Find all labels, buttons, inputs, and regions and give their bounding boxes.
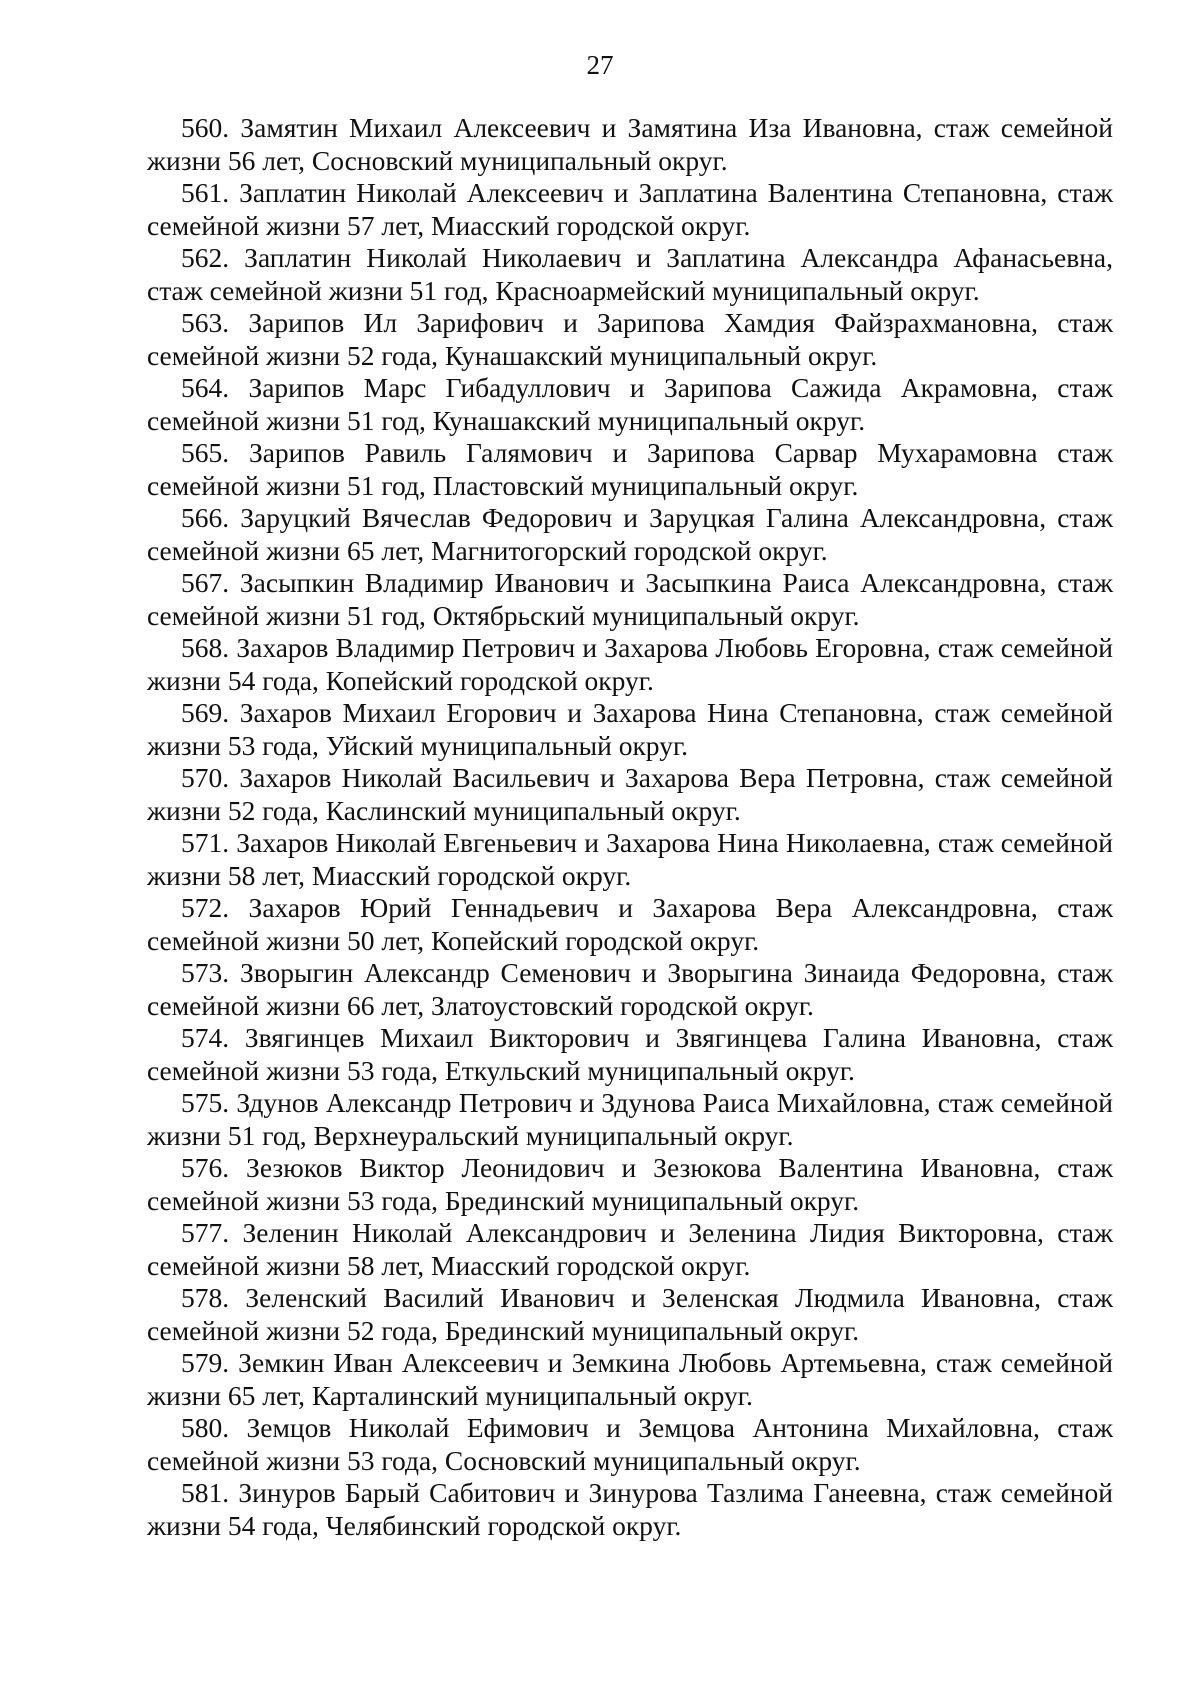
list-item: 578. Зеленский Василий Иванович и Зеленская Людмила Ивановна, стаж семейной жизни 52 года, Брединский муниципальный округ. <box>147 1282 1113 1346</box>
list-item: 567. Засыпкин Владимир Иванович и Засыпкина Раиса Александровна, стаж семейной жизни 51 год, Октябрьский муниципальный округ. <box>147 567 1113 631</box>
list-item: 573. Зворыгин Александр Семенович и Зворыгина Зинаида Федоровна, стаж семейной жизни 66 лет, Златоустовский городской округ. <box>147 957 1113 1021</box>
list-item: 576. Зезюков Виктор Леонидович и Зезюкова Валентина Ивановна, стаж семейной жизни 53 года, Брединский муниципальный округ. <box>147 1152 1113 1216</box>
list-item: 562. Заплатин Николай Николаевич и Заплатина Александра Афанасьевна, стаж семейной жизни 51 год, Красноармейский муниципальный округ. <box>147 242 1113 306</box>
list-item: 560. Замятин Михаил Алексеевич и Замятина Иза Ивановна, стаж семейной жизни 56 лет, Сосновский муниципальный округ. <box>147 112 1113 176</box>
list-item: 563. Зарипов Ил Зарифович и Зарипова Хамдия Файзрахмановна, стаж семейной жизни 52 года, Кунашакский муниципальный округ. <box>147 307 1113 371</box>
list-item: 580. Земцов Николай Ефимович и Земцова Антонина Михайловна, стаж семейной жизни 53 года, Сосновский муниципальный округ. <box>147 1412 1113 1476</box>
list-item: 564. Зарипов Марс Гибадуллович и Зарипова Сажида Акрамовна, стаж семейной жизни 51 год, Кунашакский муниципальный округ. <box>147 372 1113 436</box>
page-number: 27 <box>586 50 614 80</box>
list-item: 565. Зарипов Равиль Галямович и Зарипова Сарвар Мухарамовна стаж семейной жизни 51 год, Пластовский муниципальный округ. <box>147 437 1113 501</box>
list-item: 566. Заруцкий Вячеслав Федорович и Заруцкая Галина Александровна, стаж семейной жизни 65 лет, Магнитогорский городской округ. <box>147 502 1113 566</box>
list-item: 571. Захаров Николай Евгеньевич и Захарова Нина Николаевна, стаж семейной жизни 58 лет, Миасский городской округ. <box>147 827 1113 891</box>
list-item: 581. Зинуров Барый Сабитович и Зинурова Тазлима Ганеевна, стаж семейной жизни 54 года, Челябинский городской округ. <box>147 1477 1113 1541</box>
list-item: 561. Заплатин Николай Алексеевич и Заплатина Валентина Степановна, стаж семейной жизни 57 лет, Миасский городской округ. <box>147 177 1113 241</box>
list-item: 579. Земкин Иван Алексеевич и Земкина Любовь Артемьевна, стаж семейной жизни 65 лет, Карталинский муниципальный округ. <box>147 1347 1113 1411</box>
list-item: 568. Захаров Владимир Петрович и Захарова Любовь Егоровна, стаж семейной жизни 54 года, Копейский городской округ. <box>147 632 1113 696</box>
list-item: 570. Захаров Николай Васильевич и Захарова Вера Петровна, стаж семейной жизни 52 года, Каслинский муниципальный округ. <box>147 762 1113 826</box>
list-item: 577. Зеленин Николай Александрович и Зеленина Лидия Викторовна, стаж семейной жизни 58 лет, Миасский городской округ. <box>147 1217 1113 1281</box>
list-item: 572. Захаров Юрий Геннадьевич и Захарова Вера Александровна, стаж семейной жизни 50 лет, Копейский городской округ. <box>147 892 1113 956</box>
list-item: 574. Звягинцев Михаил Викторович и Звягинцева Галина Ивановна, стаж семейной жизни 53 года, Еткульский муниципальный округ. <box>147 1022 1113 1086</box>
list-item: 575. Здунов Александр Петрович и Здунова Раиса Михайловна, стаж семейной жизни 51 год, Верхнеуральский муниципальный округ. <box>147 1087 1113 1151</box>
award-list <box>147 112 1113 1542</box>
list-item: 569. Захаров Михаил Егорович и Захарова Нина Степановна, стаж семейной жизни 53 года, Уйский муниципальный округ. <box>147 697 1113 761</box>
